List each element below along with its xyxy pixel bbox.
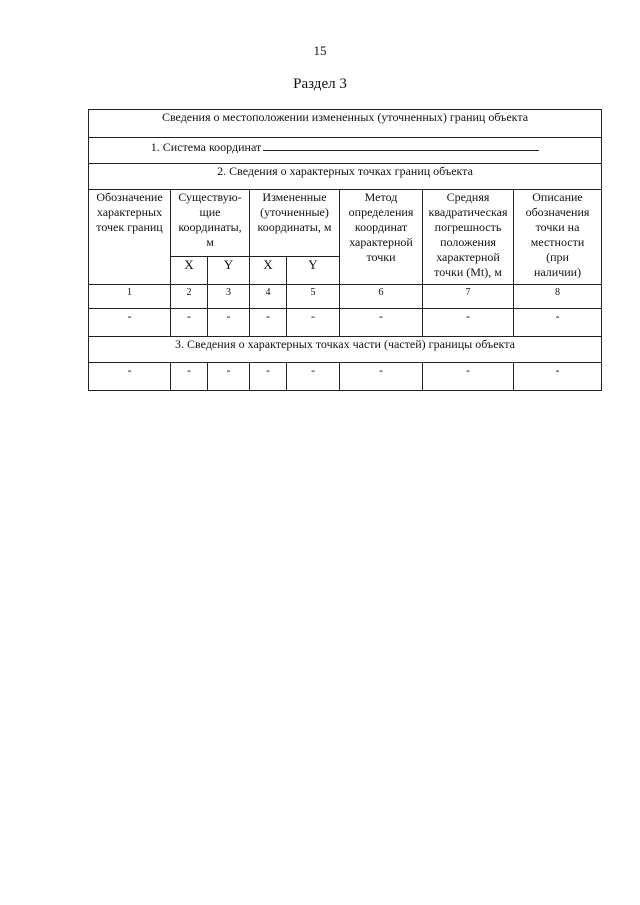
section3-heading: 3. Сведения о характерных точках части (частей) границы объекта [89,337,602,363]
column-number: 2 [171,285,208,309]
table-cell: - [250,309,287,337]
section-title: Раздел 3 [293,76,347,92]
changed-x-header: X [250,257,287,285]
boundary-table [88,109,602,391]
column-number: 8 [514,285,602,309]
table-cell: - [208,363,250,391]
col-header-changed: Измененные (уточненные) координаты, м [250,190,340,257]
col-header-designation: Обозначение характерных точек границ [89,190,171,285]
table-cell: - [171,363,208,391]
section2-heading: 2. Сведения о характерных точках границ объекта [89,164,602,190]
table-row [89,363,602,391]
table-title: Сведения о местоположении измененных (уточненных) границ объекта [89,110,602,138]
table-cell: - [171,309,208,337]
table-cell: - [423,309,514,337]
col-header-error: Средняя квадратическая погрешность положения характерной точки (Mt), м [423,190,514,285]
page-number: 15 [313,43,327,58]
table-cell: - [340,309,423,337]
table-cell: - [89,363,171,391]
existing-x-header: X [171,257,208,285]
coordinate-system-label: 1. Система координат [150,140,262,154]
column-number-row [89,285,602,309]
coordinate-system-blank [263,138,539,151]
table-cell: - [89,309,171,337]
column-number: 3 [208,285,250,309]
table-cell: - [423,363,514,391]
coordinate-system-row [89,138,602,164]
existing-y-header: Y [208,257,250,285]
column-number: 4 [250,285,287,309]
col-header-description: Описание обозначения точки на местности (при наличии) [514,190,602,285]
column-number: 1 [89,285,171,309]
table-cell: - [287,309,340,337]
column-number: 5 [287,285,340,309]
column-number: 6 [340,285,423,309]
col-header-existing: Существую- щие координаты, м [171,190,250,257]
table-row [89,309,602,337]
table-cell: - [250,363,287,391]
table-cell: - [514,363,602,391]
table-cell: - [287,363,340,391]
table-cell: - [514,309,602,337]
table-cell: - [340,363,423,391]
table-cell: - [208,309,250,337]
changed-y-header: Y [287,257,340,285]
col-header-method: Метод определения координат характерной точки [340,190,423,285]
column-number: 7 [423,285,514,309]
